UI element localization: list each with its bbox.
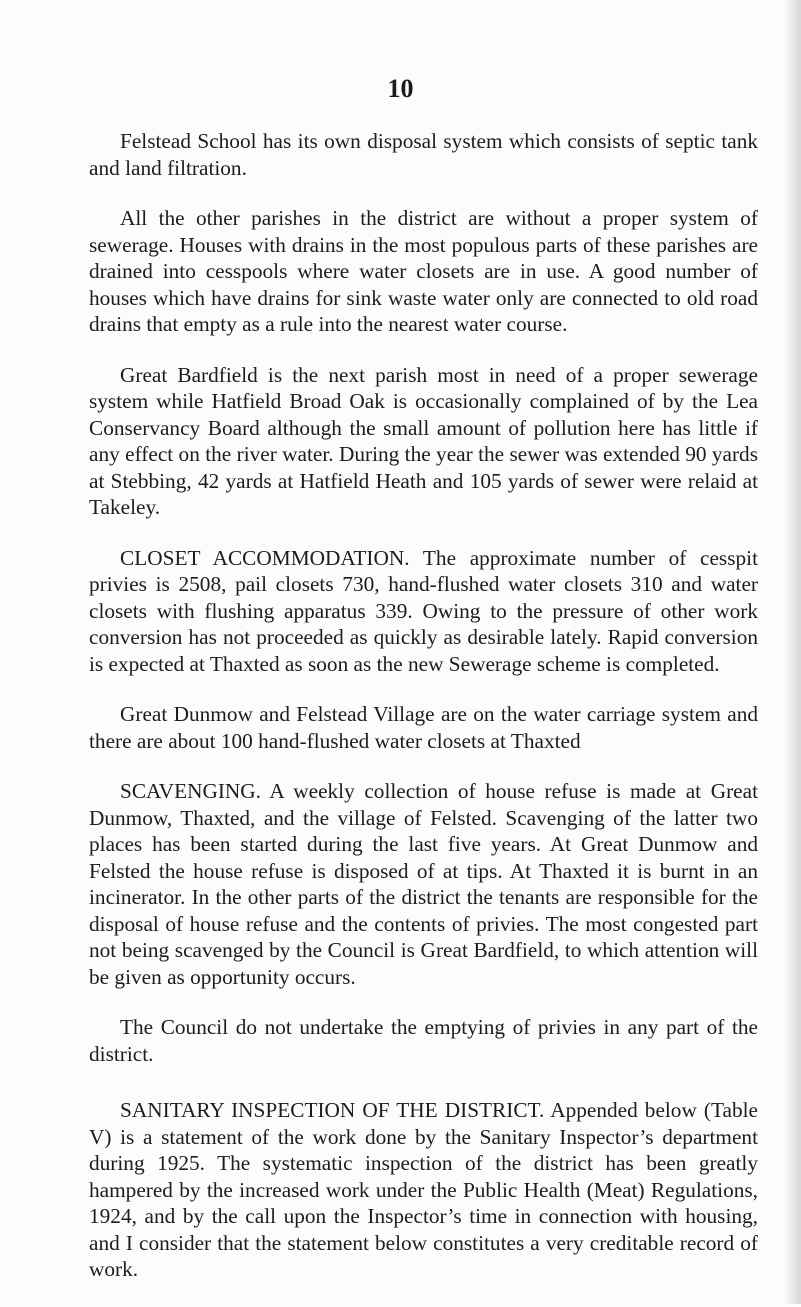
paragraph-sanitary-inspection: SANITARY INSPECTION OF THE DISTRICT. Appended below (Table V) is a statement of the work done by the Sanitary Inspector’s department during 1925. The systematic inspection of the district has been greatly hampered by the increased work under the Public Health (Meat) Regulations, 1924, and by the call upon the Inspector’s time in connection with housing, and I consider that the statement below constitutes a very creditable record of work.	[89, 1098, 758, 1281]
paragraph-privies: The Council do not undertake the emptying of privies in any part of the district.	[89, 1015, 758, 1066]
paragraph-scavenging: SCAVENGING. A weekly collection of house refuse is made at Great Dunmow, Thaxted, and the village of Felsted. Scavenging of the latter two places has been started during the last five years. At Great Dunmow and Felsted the house refuse is disposed of at tips. At Thaxted it is burnt in an incinerator. In the other parts of the district the tenants are responsible for the disposal of house refuse and the contents of privies. The most congested part not being scavenged by the Council is Great Bardfield, to which attention will be given as opportunity occurs.	[89, 779, 758, 989]
paragraph-water-carriage: Great Dunmow and Felstead Village are on the water carriage system and there are about 100 hand-flushed water closets at Thaxted	[89, 702, 758, 753]
paragraph-closet-accommodation: CLOSET ACCOMMODATION. The approximate number of cesspit privies is 2508, pail closets 730, hand-flushed water closets 310 and water closets with flushing apparatus 339. Owing to the pressure of other work conversion has not proceeded as quickly as desirable lately. Rapid conversion is expected at Thaxted as soon as the new Sewerage scheme is completed.	[89, 545, 758, 676]
paragraph-other-parishes: All the other parishes in the district are without a proper system of sewerage. Houses with drains in the most populous parts of these parishes are drained into cesspools where water closets are in use. A good number of houses which have drains for sink waste water only are connected to old road drains that empty as a rule into the nearest water course.	[89, 206, 758, 336]
paragraph-felstead-school: Felstead School has its own disposal system which consists of septic tank and land filtration.	[89, 129, 758, 180]
page-edge-shadow	[783, 0, 801, 1304]
page-number: 10	[387, 74, 414, 103]
paragraph-great-bardfield: Great Bardfield is the next parish most in need of a proper sewerage system while Hatfield Broad Oak is occasionally complained of by the Lea Conservancy Board although the small amount of pollution here has little if any effect on the river water. During the year the sewer was extended 90 yards at Stebbing, 42 yards at Hatfield Heath and 105 yards of sewer were relaid at Takeley.	[89, 362, 758, 519]
body-text	[89, 128, 758, 1307]
